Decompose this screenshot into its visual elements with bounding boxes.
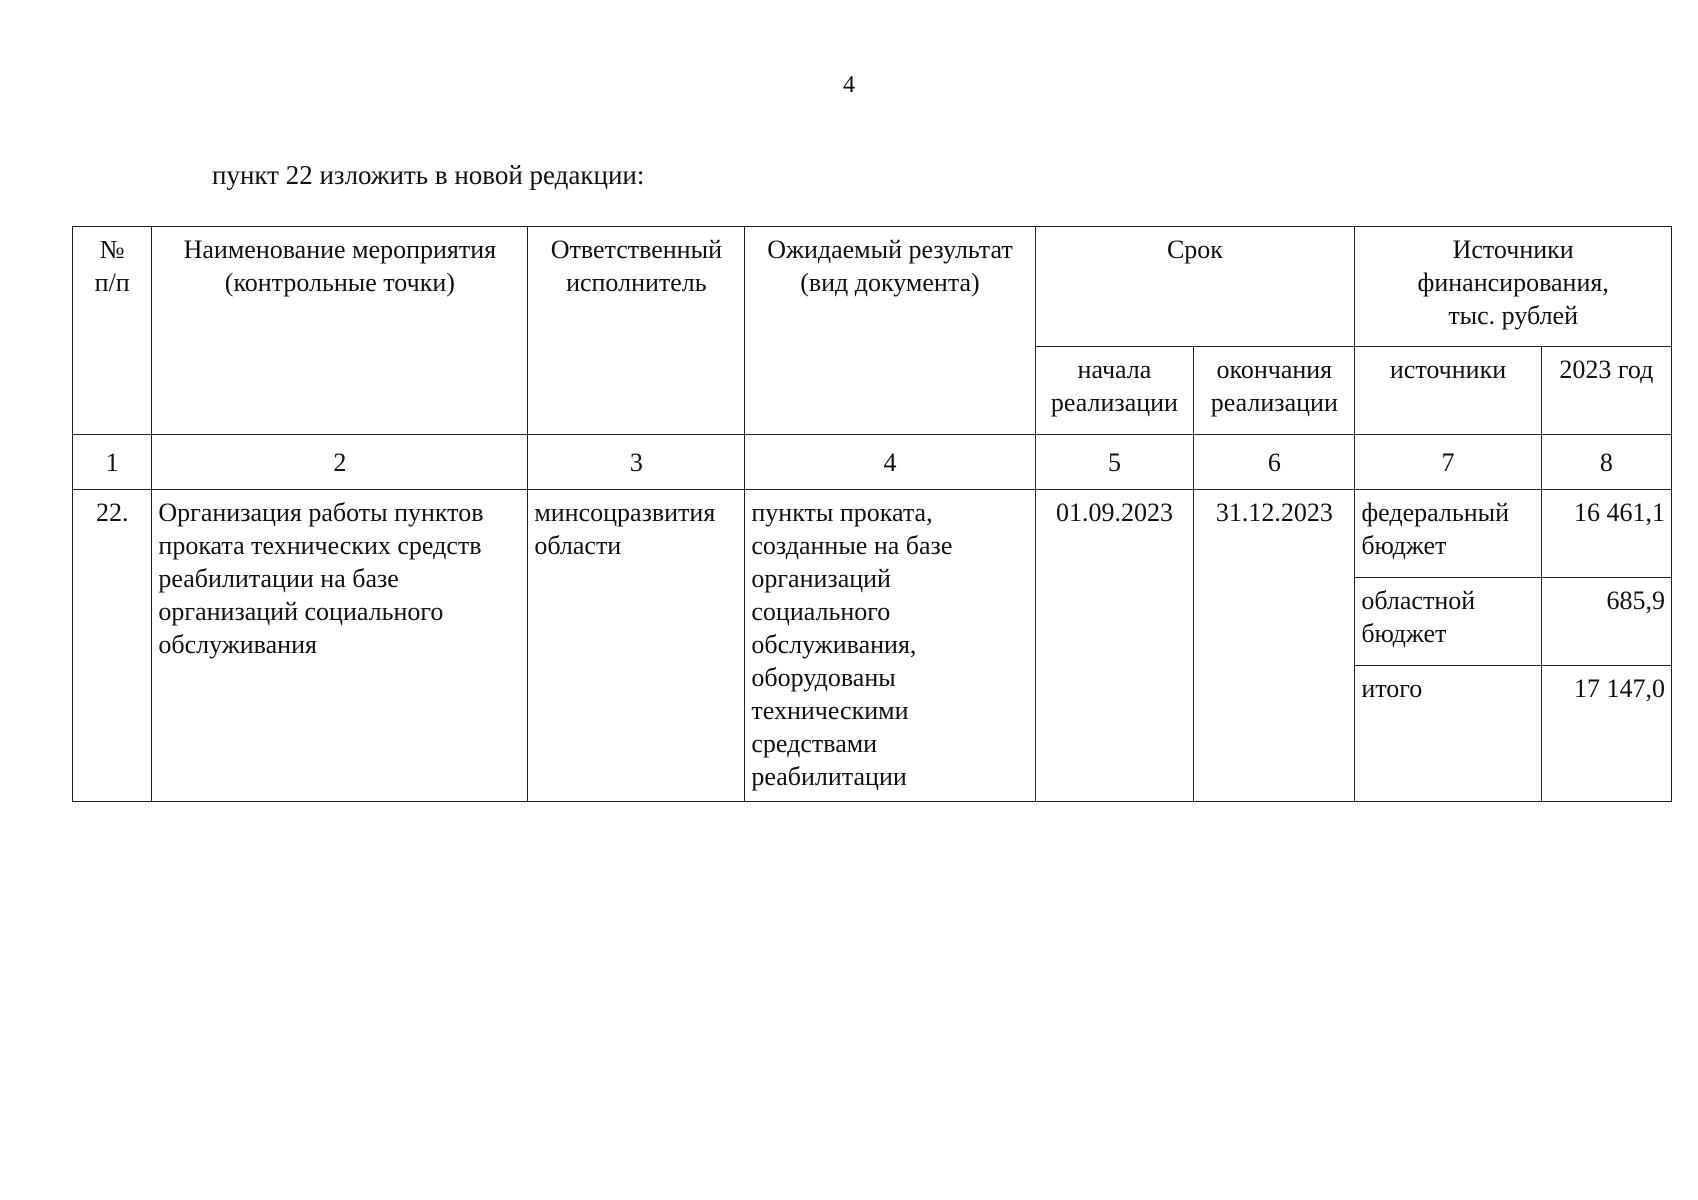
financing-amount: 17 147,0 — [1541, 666, 1671, 802]
start-date: 01.09.2023 — [1035, 490, 1194, 802]
column-number: 6 — [1194, 435, 1355, 490]
measures-table — [72, 226, 1672, 802]
financing-amount: 16 461,1 — [1541, 490, 1671, 578]
column-numbers-row — [73, 435, 1672, 490]
responsible-executor: минсоцразвития области — [528, 490, 745, 802]
financing-source: областной бюджет — [1355, 578, 1541, 666]
header-sources: источники — [1355, 347, 1541, 435]
header-term: Срок — [1035, 227, 1355, 347]
column-number: 7 — [1355, 435, 1541, 490]
column-number: 4 — [745, 435, 1035, 490]
financing-amount: 685,9 — [1541, 578, 1671, 666]
column-number: 2 — [152, 435, 528, 490]
page-number: 4 — [843, 72, 855, 98]
header-num: № п/п — [73, 227, 152, 435]
header-result: Ожидаемый результат (вид документа) — [745, 227, 1035, 435]
end-date: 31.12.2023 — [1194, 490, 1355, 802]
intro-text: пункт 22 изложить в новой редакции: — [212, 160, 645, 190]
column-number: 3 — [528, 435, 745, 490]
header-term-end: окончания реализации — [1194, 347, 1355, 435]
table-row — [73, 490, 1672, 578]
column-number: 5 — [1035, 435, 1194, 490]
header-financing: Источники финансирования, тыс. рублей — [1355, 227, 1672, 347]
header-responsible: Ответственный исполнитель — [528, 227, 745, 435]
header-name: Наименование мероприятия (контрольные точки) — [152, 227, 528, 435]
column-number: 8 — [1541, 435, 1671, 490]
financing-source: федеральный бюджет — [1355, 490, 1541, 578]
expected-result: пункты проката, созданные на базе организаций социального обслуживания, оборудованы техническими средствами реабилитации — [745, 490, 1035, 802]
header-term-start: начала реализации — [1035, 347, 1194, 435]
financing-source: итого — [1355, 666, 1541, 802]
header-year: 2023 год — [1541, 347, 1671, 435]
measure-name: Организация работы пунктов проката технических средств реабилитации на базе организаций социального обслуживания — [152, 490, 528, 802]
column-number: 1 — [73, 435, 152, 490]
row-num: 22. — [73, 490, 152, 802]
